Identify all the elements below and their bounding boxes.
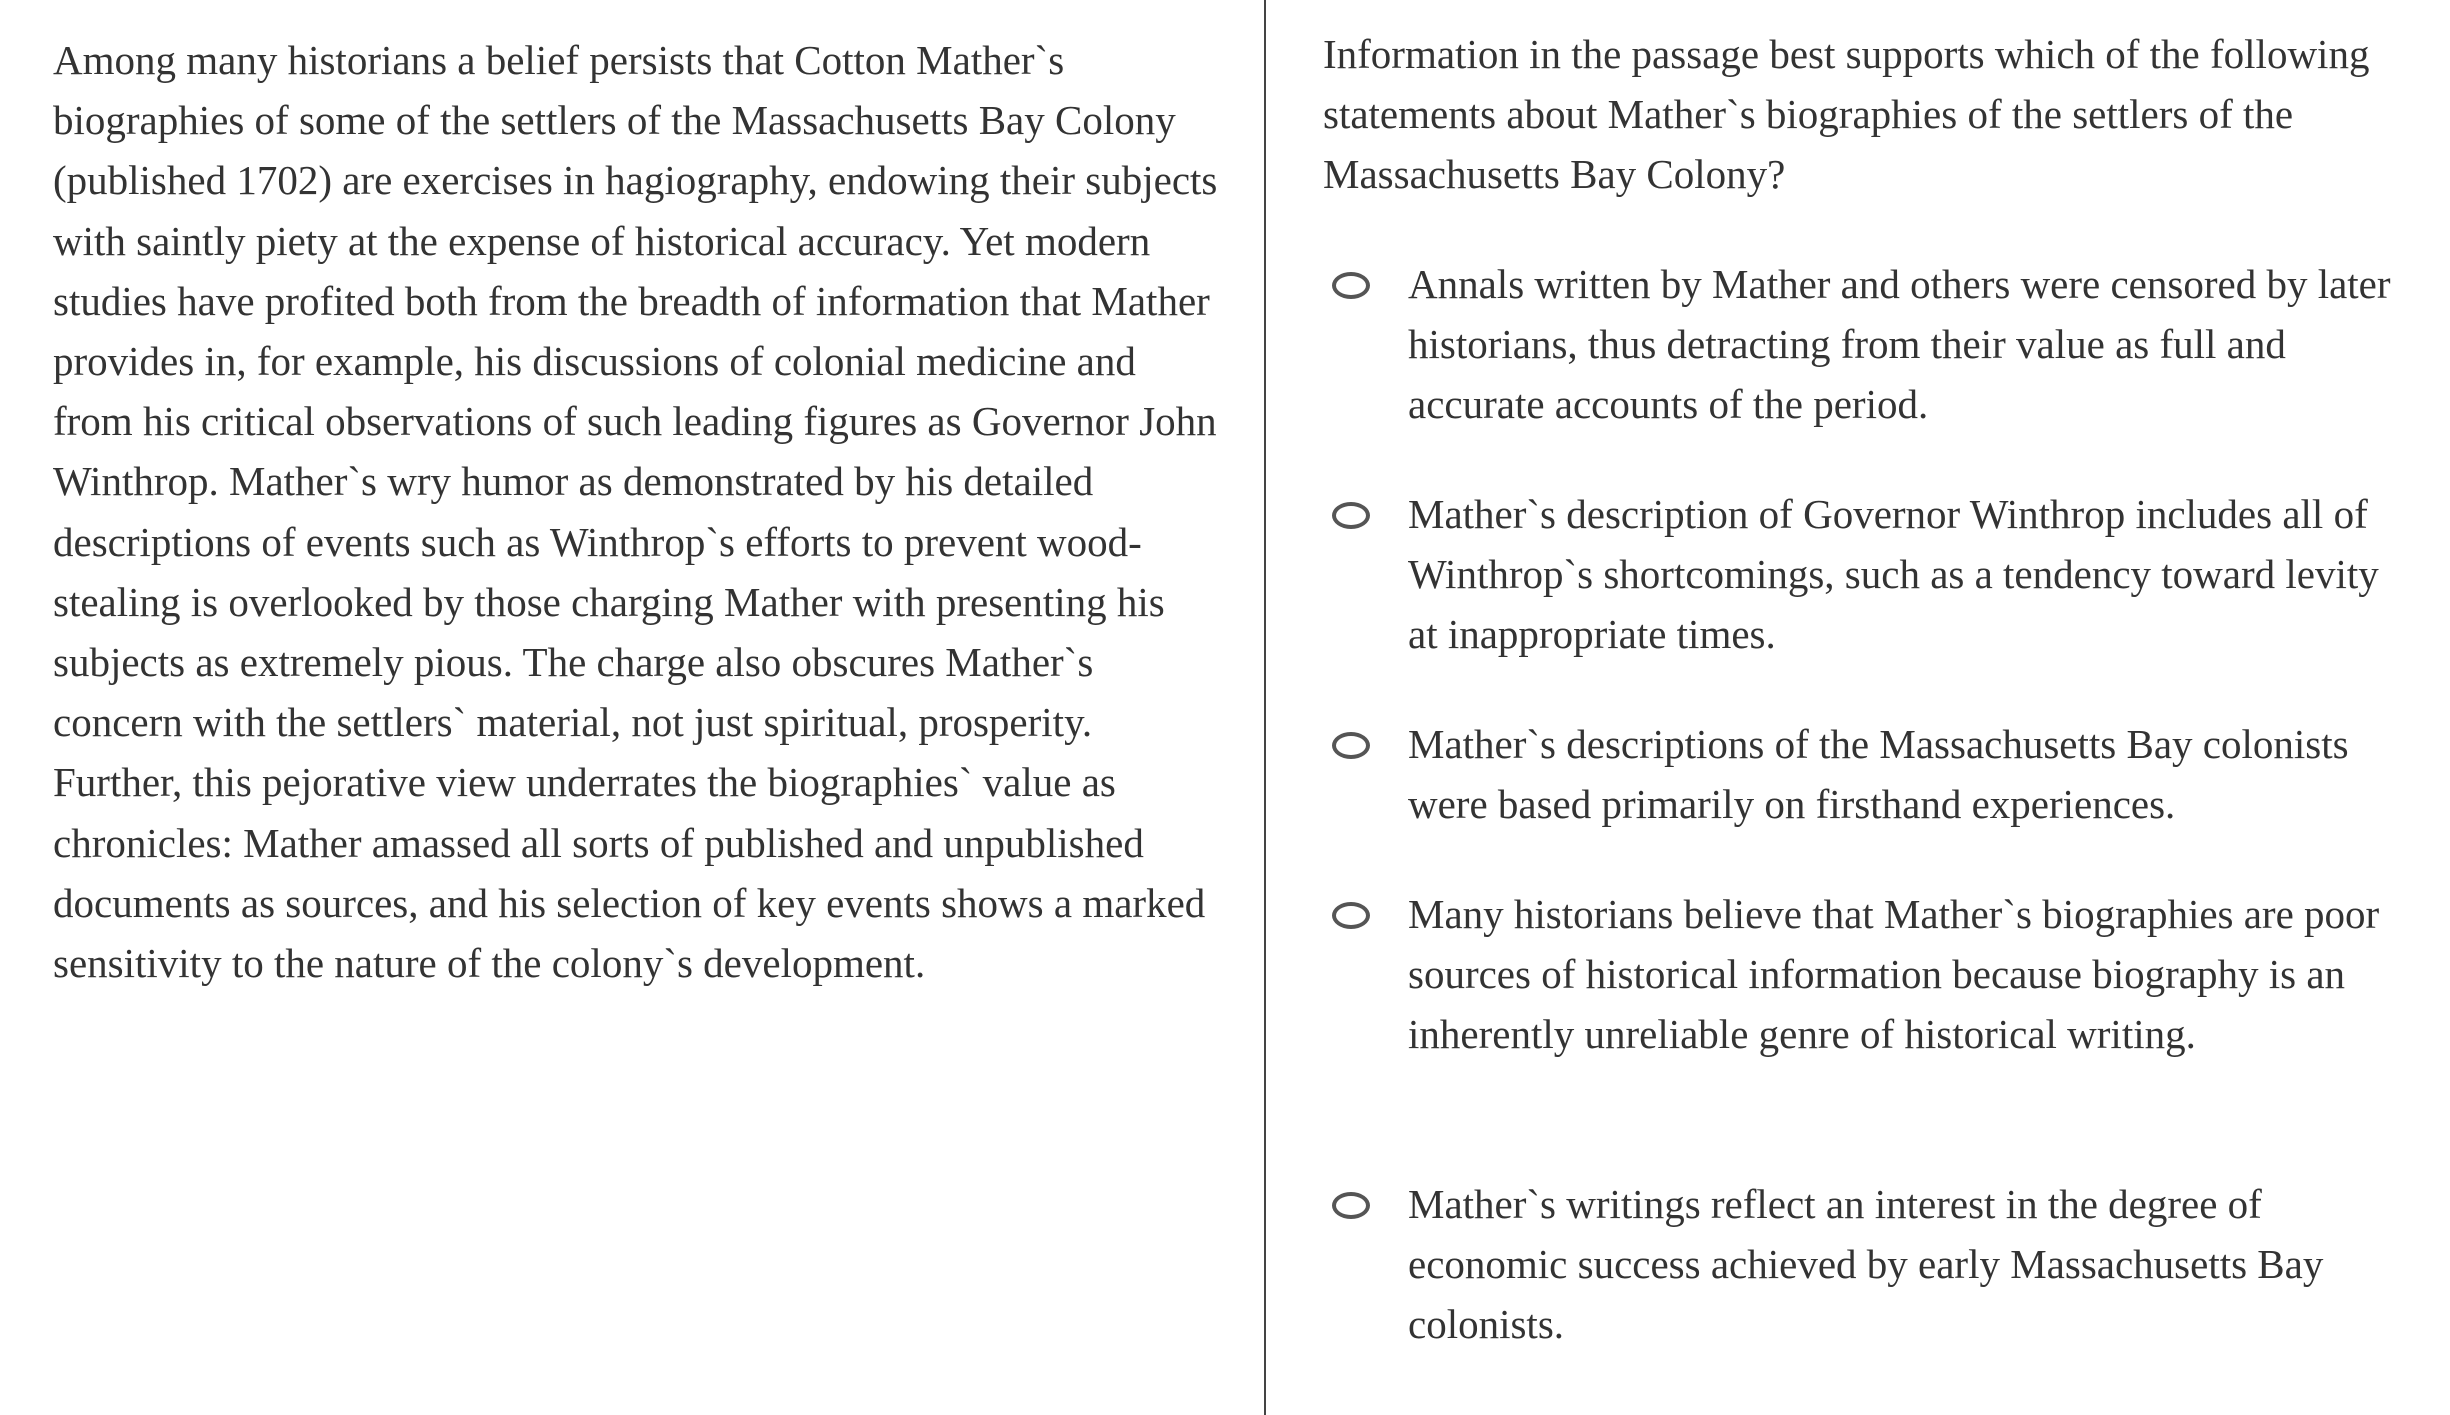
radio-button-icon[interactable] (1332, 272, 1370, 299)
passage-text: Among many historians a belief persists that Cotton Mather`s biographies of some of the settlers of the Massachusetts Bay Colony (published 1702) are exercises in hagiography, endowing their subjects with saintly piety at the expense of historical accuracy. Yet modern studies have profited both from the breadth of information that Mather provides in, for example, his discussions of colonial medicine and from his critical observations of such leading figures as Governor John Winthrop. Mather`s wry humor as demonstrated by his detailed descriptions of events such as Winthrop`s efforts to prevent wood-stealing is overlooked by those charging Mather with presenting his subjects as extremely pious. The charge also obscures Mather`s concern with the settlers` material, not just spiritual, prosperity. Further, this pejorative view underrates the biographies` value as chronicles: Mather amassed all sorts of published and unpublished documents as sources, and his selection of key events shows a marked sensitivity to the nature of the colony`s development. (53, 37, 1218, 987)
radio-button-icon[interactable] (1332, 732, 1370, 759)
answer-choice-a[interactable] (1323, 254, 2408, 435)
answer-choice-b[interactable] (1323, 484, 2408, 665)
radio-button-icon[interactable] (1332, 502, 1370, 529)
answer-choice-c[interactable] (1323, 714, 2408, 834)
question-stem: Information in the passage best supports which of the following statements about Mather`s biographies of the settlers of the Massachusetts Bay Colony? (1323, 31, 2370, 198)
answer-choice-e[interactable] (1323, 1174, 2408, 1355)
answer-choice-d[interactable] (1323, 884, 2408, 1065)
answer-choice-text: Mather`s descriptions of the Massachusetts Bay colonists were based primarily on firsthand experiences. (1408, 721, 2349, 828)
answer-choice-text: Mather`s description of Governor Winthrop includes all of Winthrop`s shortcomings, such as a tendency toward levity at inappropriate times. (1408, 491, 2379, 658)
answer-choice-text: Many historians believe that Mather`s biographies are poor sources of historical information because biography is an inherently unreliable genre of historical writing. (1408, 891, 2380, 1058)
question-pane (1266, 0, 2450, 1415)
answer-choice-text: Annals written by Mather and others were censored by later historians, thus detracting from their value as full and accurate accounts of the period. (1408, 261, 2391, 428)
radio-button-icon[interactable] (1332, 1192, 1370, 1219)
answer-choice-text: Mather`s writings reflect an interest in the degree of economic success achieved by early Massachusetts Bay colonists. (1408, 1181, 2324, 1348)
radio-button-icon[interactable] (1332, 902, 1370, 929)
